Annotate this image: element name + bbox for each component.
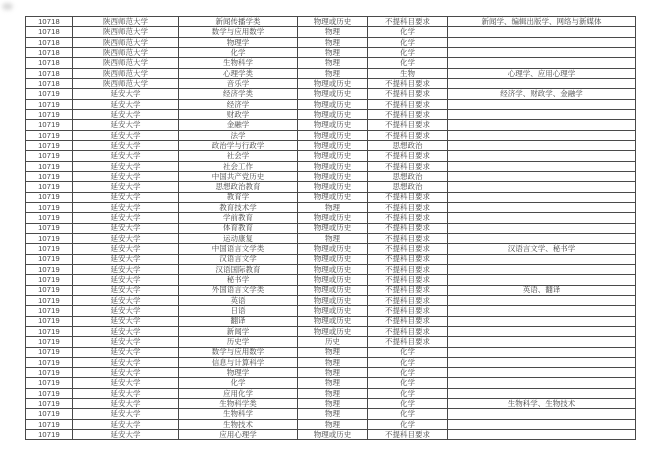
table-cell — [448, 161, 636, 171]
table-cell: 延安大学 — [73, 244, 179, 254]
table-cell: 物理或历史 — [298, 89, 368, 99]
table-cell — [448, 347, 636, 357]
table-cell: 体育教育 — [179, 223, 298, 233]
table-cell: 生物技术 — [179, 419, 298, 429]
table-cell: 物理或历史 — [298, 326, 368, 336]
table-cell: 汉语言文学 — [179, 254, 298, 264]
table-cell: 数学与应用数学 — [179, 27, 298, 37]
table-cell: 10719 — [26, 244, 73, 254]
table-cell: 延安大学 — [73, 140, 179, 150]
table-cell: 不提科目要求 — [368, 120, 448, 130]
table-row — [26, 17, 636, 27]
scan-artifact — [2, 3, 13, 10]
table-cell — [448, 130, 636, 140]
table-cell: 延安大学 — [73, 285, 179, 295]
table-row — [26, 399, 636, 409]
table-cell: 物理或历史 — [298, 295, 368, 305]
table-cell: 运动康复 — [179, 233, 298, 243]
table-cell: 10719 — [26, 202, 73, 212]
table-cell: 延安大学 — [73, 337, 179, 347]
table-row — [26, 419, 636, 429]
table-cell: 物理或历史 — [298, 213, 368, 223]
table-cell: 不提科目要求 — [368, 89, 448, 99]
table-cell: 10719 — [26, 419, 73, 429]
table-cell: 外国语言文学类 — [179, 285, 298, 295]
table-cell — [448, 337, 636, 347]
table-cell — [448, 37, 636, 47]
table-cell: 延安大学 — [73, 378, 179, 388]
table-cell: 10719 — [26, 316, 73, 326]
table-cell: 化学 — [368, 368, 448, 378]
table-cell: 日语 — [179, 306, 298, 316]
table-cell — [448, 378, 636, 388]
table-row — [26, 213, 636, 223]
table-cell: 法学 — [179, 130, 298, 140]
table-cell: 教育学 — [179, 192, 298, 202]
table-cell: 心理学、应用心理学 — [448, 68, 636, 78]
table-cell: 延安大学 — [73, 213, 179, 223]
table-row — [26, 89, 636, 99]
table-cell: 物理 — [298, 27, 368, 37]
table-cell: 10719 — [26, 254, 73, 264]
table-cell: 物理 — [298, 233, 368, 243]
table-cell: 新闻传播学类 — [179, 17, 298, 27]
table-cell: 化学 — [368, 388, 448, 398]
table-cell — [448, 368, 636, 378]
table-cell: 不提科目要求 — [368, 430, 448, 440]
table-cell: 生物科学 — [179, 409, 298, 419]
table-cell: 10719 — [26, 368, 73, 378]
table-row — [26, 161, 636, 171]
table-cell — [448, 388, 636, 398]
table-cell — [448, 264, 636, 274]
table-cell: 物理 — [298, 409, 368, 419]
table-cell: 生物科学、生物技术 — [448, 399, 636, 409]
table-cell: 应用化学 — [179, 388, 298, 398]
table-cell: 物理或历史 — [298, 78, 368, 88]
table-row — [26, 254, 636, 264]
table-cell: 汉语国际教育 — [179, 264, 298, 274]
table-row — [26, 47, 636, 57]
table-cell — [448, 58, 636, 68]
table-row — [26, 99, 636, 109]
table-cell — [448, 202, 636, 212]
table-cell: 延安大学 — [73, 99, 179, 109]
table-cell: 化学 — [368, 357, 448, 367]
table-cell: 社会工作 — [179, 161, 298, 171]
table-cell: 10719 — [26, 151, 73, 161]
table-cell: 10719 — [26, 99, 73, 109]
table-cell: 10718 — [26, 27, 73, 37]
table-row — [26, 223, 636, 233]
table-cell: 物理或历史 — [298, 171, 368, 181]
table-cell: 延安大学 — [73, 419, 179, 429]
table-cell: 物理或历史 — [298, 182, 368, 192]
table-row — [26, 58, 636, 68]
table-cell: 不提科目要求 — [368, 192, 448, 202]
table-cell — [448, 306, 636, 316]
table-cell: 中国语言文学类 — [179, 244, 298, 254]
table-cell: 陕西师范大学 — [73, 17, 179, 27]
table-cell — [448, 109, 636, 119]
table-cell: 英语、翻译 — [448, 285, 636, 295]
table-row — [26, 233, 636, 243]
table-cell: 思想政治 — [368, 140, 448, 150]
table-cell — [448, 99, 636, 109]
table-cell: 不提科目要求 — [368, 213, 448, 223]
table-cell: 10718 — [26, 58, 73, 68]
table-cell: 10718 — [26, 78, 73, 88]
table-cell: 汉语言文学、秘书学 — [448, 244, 636, 254]
table-cell: 化学 — [368, 47, 448, 57]
table-row — [26, 306, 636, 316]
table-cell: 延安大学 — [73, 233, 179, 243]
table-cell: 物理 — [298, 347, 368, 357]
table-cell: 不提科目要求 — [368, 326, 448, 336]
table-cell — [448, 295, 636, 305]
table-cell: 延安大学 — [73, 254, 179, 264]
table-cell — [448, 182, 636, 192]
table-cell: 物理学 — [179, 37, 298, 47]
table-cell: 延安大学 — [73, 151, 179, 161]
table-cell: 10719 — [26, 409, 73, 419]
table-cell: 化学 — [368, 378, 448, 388]
table-cell: 不提科目要求 — [368, 151, 448, 161]
table-row — [26, 182, 636, 192]
table-cell: 教育技术学 — [179, 202, 298, 212]
table-row — [26, 37, 636, 47]
table-cell: 物理或历史 — [298, 140, 368, 150]
table-cell: 10719 — [26, 89, 73, 99]
table-cell: 物理 — [298, 47, 368, 57]
table-cell: 陕西师范大学 — [73, 68, 179, 78]
table-cell: 翻译 — [179, 316, 298, 326]
table-cell — [448, 27, 636, 37]
table-cell: 延安大学 — [73, 368, 179, 378]
table-cell: 延安大学 — [73, 89, 179, 99]
table-cell: 物理或历史 — [298, 161, 368, 171]
table-row — [26, 68, 636, 78]
table-body — [26, 17, 636, 440]
table-row — [26, 202, 636, 212]
table-row — [26, 347, 636, 357]
table-cell: 不提科目要求 — [368, 264, 448, 274]
table-row — [26, 192, 636, 202]
table-cell — [448, 171, 636, 181]
table-cell: 10719 — [26, 295, 73, 305]
table-cell: 化学 — [368, 347, 448, 357]
table-cell: 延安大学 — [73, 347, 179, 357]
table-cell: 信息与计算科学 — [179, 357, 298, 367]
table-cell: 化学 — [179, 47, 298, 57]
table-cell: 化学 — [368, 27, 448, 37]
table-cell — [448, 140, 636, 150]
table-cell: 10719 — [26, 388, 73, 398]
table-cell: 陕西师范大学 — [73, 47, 179, 57]
table-cell: 物理 — [298, 388, 368, 398]
table-cell: 物理或历史 — [298, 306, 368, 316]
table-cell: 陕西师范大学 — [73, 58, 179, 68]
table-cell: 物理或历史 — [298, 264, 368, 274]
table-row — [26, 140, 636, 150]
table-cell: 思想政治 — [368, 171, 448, 181]
table-cell: 10719 — [26, 182, 73, 192]
table-cell: 金融学 — [179, 120, 298, 130]
table-cell: 英语 — [179, 295, 298, 305]
table-cell: 化学 — [368, 399, 448, 409]
table-cell: 生物 — [368, 68, 448, 78]
table-cell: 10719 — [26, 264, 73, 274]
table-cell: 应用心理学 — [179, 430, 298, 440]
table-row — [26, 171, 636, 181]
table-row — [26, 120, 636, 130]
table-cell: 延安大学 — [73, 171, 179, 181]
table-cell: 社会学 — [179, 151, 298, 161]
table-cell: 物理 — [298, 378, 368, 388]
table-cell: 10719 — [26, 130, 73, 140]
table-cell: 物理或历史 — [298, 99, 368, 109]
table-cell: 10719 — [26, 326, 73, 336]
table-cell: 10718 — [26, 68, 73, 78]
table-cell — [448, 120, 636, 130]
table-row — [26, 275, 636, 285]
table-cell: 10719 — [26, 192, 73, 202]
table-cell: 政治学与行政学 — [179, 140, 298, 150]
table-cell: 延安大学 — [73, 409, 179, 419]
table-cell — [448, 430, 636, 440]
table-cell: 数学与应用数学 — [179, 347, 298, 357]
table-cell: 化学 — [368, 409, 448, 419]
table-row — [26, 151, 636, 161]
table-cell: 陕西师范大学 — [73, 37, 179, 47]
table-cell: 经济学 — [179, 99, 298, 109]
table-cell: 延安大学 — [73, 130, 179, 140]
table-cell — [448, 47, 636, 57]
table-cell: 不提科目要求 — [368, 17, 448, 27]
table-cell: 10719 — [26, 430, 73, 440]
table-cell: 物理或历史 — [298, 151, 368, 161]
table-cell: 不提科目要求 — [368, 233, 448, 243]
table-cell: 物理 — [298, 399, 368, 409]
table-cell: 10719 — [26, 347, 73, 357]
table-cell: 物理 — [298, 68, 368, 78]
table-cell: 10719 — [26, 285, 73, 295]
table-cell: 物理 — [298, 368, 368, 378]
table-cell: 物理或历史 — [298, 275, 368, 285]
table-row — [26, 27, 636, 37]
table-row — [26, 378, 636, 388]
table-cell — [448, 357, 636, 367]
table-cell: 延安大学 — [73, 316, 179, 326]
table-cell: 10718 — [26, 47, 73, 57]
table-cell: 历史 — [298, 337, 368, 347]
table-cell: 中国共产党历史 — [179, 171, 298, 181]
table-cell: 延安大学 — [73, 120, 179, 130]
table-row — [26, 337, 636, 347]
table-cell: 延安大学 — [73, 275, 179, 285]
table-cell: 不提科目要求 — [368, 202, 448, 212]
table-cell: 秘书学 — [179, 275, 298, 285]
table-cell: 物理 — [298, 357, 368, 367]
table-cell: 延安大学 — [73, 357, 179, 367]
table-cell: 物理或历史 — [298, 244, 368, 254]
table-cell: 延安大学 — [73, 399, 179, 409]
table-cell — [448, 419, 636, 429]
table-cell: 物理 — [298, 202, 368, 212]
table-cell: 经济学类 — [179, 89, 298, 99]
table-cell: 延安大学 — [73, 326, 179, 336]
table-cell: 物理或历史 — [298, 192, 368, 202]
table-cell — [448, 409, 636, 419]
table-cell: 化学 — [368, 58, 448, 68]
table-cell: 生物科学类 — [179, 399, 298, 409]
table-cell: 化学 — [179, 378, 298, 388]
table-cell — [448, 254, 636, 264]
table-cell: 延安大学 — [73, 388, 179, 398]
table-cell — [448, 151, 636, 161]
table-cell: 物理或历史 — [298, 109, 368, 119]
table-cell: 财政学 — [179, 109, 298, 119]
table-row — [26, 78, 636, 88]
table-cell: 10719 — [26, 223, 73, 233]
table-cell: 新闻学 — [179, 326, 298, 336]
table-cell: 延安大学 — [73, 295, 179, 305]
table-cell: 音乐学 — [179, 78, 298, 88]
table-cell: 10719 — [26, 337, 73, 347]
table-cell: 延安大学 — [73, 202, 179, 212]
table-cell: 不提科目要求 — [368, 275, 448, 285]
table-cell: 不提科目要求 — [368, 285, 448, 295]
table-cell: 10719 — [26, 171, 73, 181]
table-cell — [448, 213, 636, 223]
table-row — [26, 357, 636, 367]
table-cell — [448, 223, 636, 233]
table-cell: 物理 — [298, 37, 368, 47]
table-cell: 物理或历史 — [298, 316, 368, 326]
table-cell: 不提科目要求 — [368, 109, 448, 119]
table-cell: 10719 — [26, 161, 73, 171]
table-row — [26, 285, 636, 295]
table-row — [26, 316, 636, 326]
table-row — [26, 244, 636, 254]
table-cell: 10719 — [26, 120, 73, 130]
table-cell: 延安大学 — [73, 306, 179, 316]
table-cell: 陕西师范大学 — [73, 27, 179, 37]
table-cell — [448, 78, 636, 88]
table-cell: 10719 — [26, 213, 73, 223]
table-cell: 10719 — [26, 399, 73, 409]
table-cell: 不提科目要求 — [368, 254, 448, 264]
table-cell: 陕西师范大学 — [73, 78, 179, 88]
table-cell: 延安大学 — [73, 161, 179, 171]
table-cell: 物理或历史 — [298, 254, 368, 264]
table-cell: 10719 — [26, 233, 73, 243]
table-cell: 不提科目要求 — [368, 223, 448, 233]
table-cell: 物理 — [298, 58, 368, 68]
table-cell: 心理学类 — [179, 68, 298, 78]
table-row — [26, 409, 636, 419]
table-cell: 10718 — [26, 37, 73, 47]
table-cell: 物理或历史 — [298, 285, 368, 295]
table-cell: 不提科目要求 — [368, 78, 448, 88]
table-cell: 不提科目要求 — [368, 306, 448, 316]
table-cell: 生物科学 — [179, 58, 298, 68]
admission-subject-requirements-table — [25, 16, 636, 440]
table-cell: 延安大学 — [73, 430, 179, 440]
table-cell: 物理或历史 — [298, 130, 368, 140]
table-cell: 延安大学 — [73, 264, 179, 274]
table-cell: 思想政治 — [368, 182, 448, 192]
table-cell: 化学 — [368, 37, 448, 47]
table-cell: 不提科目要求 — [368, 244, 448, 254]
table-cell: 不提科目要求 — [368, 99, 448, 109]
table-cell — [448, 192, 636, 202]
table-cell: 10719 — [26, 378, 73, 388]
table-cell: 不提科目要求 — [368, 337, 448, 347]
table-cell: 10719 — [26, 275, 73, 285]
table-cell: 物理学 — [179, 368, 298, 378]
table-cell: 10719 — [26, 109, 73, 119]
table-row — [26, 368, 636, 378]
table-cell: 10719 — [26, 140, 73, 150]
table-cell: 化学 — [368, 419, 448, 429]
table-cell: 物理或历史 — [298, 430, 368, 440]
table-cell: 延安大学 — [73, 223, 179, 233]
table-row — [26, 430, 636, 440]
table-cell: 10719 — [26, 357, 73, 367]
table-row — [26, 130, 636, 140]
table-cell: 延安大学 — [73, 192, 179, 202]
table-cell: 思想政治教育 — [179, 182, 298, 192]
table-cell: 10719 — [26, 306, 73, 316]
table-cell — [448, 275, 636, 285]
table-cell: 新闻学、编辑出版学、网络与新媒体 — [448, 17, 636, 27]
table-cell: 学前教育 — [179, 213, 298, 223]
table-row — [26, 295, 636, 305]
table-row — [26, 388, 636, 398]
table-row — [26, 109, 636, 119]
table-cell: 物理或历史 — [298, 223, 368, 233]
table-cell: 不提科目要求 — [368, 130, 448, 140]
table-cell: 10718 — [26, 17, 73, 27]
table-cell — [448, 326, 636, 336]
table-cell: 不提科目要求 — [368, 316, 448, 326]
table-cell: 延安大学 — [73, 182, 179, 192]
table-cell: 物理或历史 — [298, 17, 368, 27]
table-cell — [448, 233, 636, 243]
table-cell: 历史学 — [179, 337, 298, 347]
table-row — [26, 326, 636, 336]
table-cell: 物理 — [298, 419, 368, 429]
table-cell: 物理或历史 — [298, 120, 368, 130]
table-row — [26, 264, 636, 274]
table-cell: 延安大学 — [73, 109, 179, 119]
table-cell: 不提科目要求 — [368, 295, 448, 305]
table-cell: 经济学、财政学、金融学 — [448, 89, 636, 99]
table-cell: 不提科目要求 — [368, 161, 448, 171]
table-cell — [448, 316, 636, 326]
